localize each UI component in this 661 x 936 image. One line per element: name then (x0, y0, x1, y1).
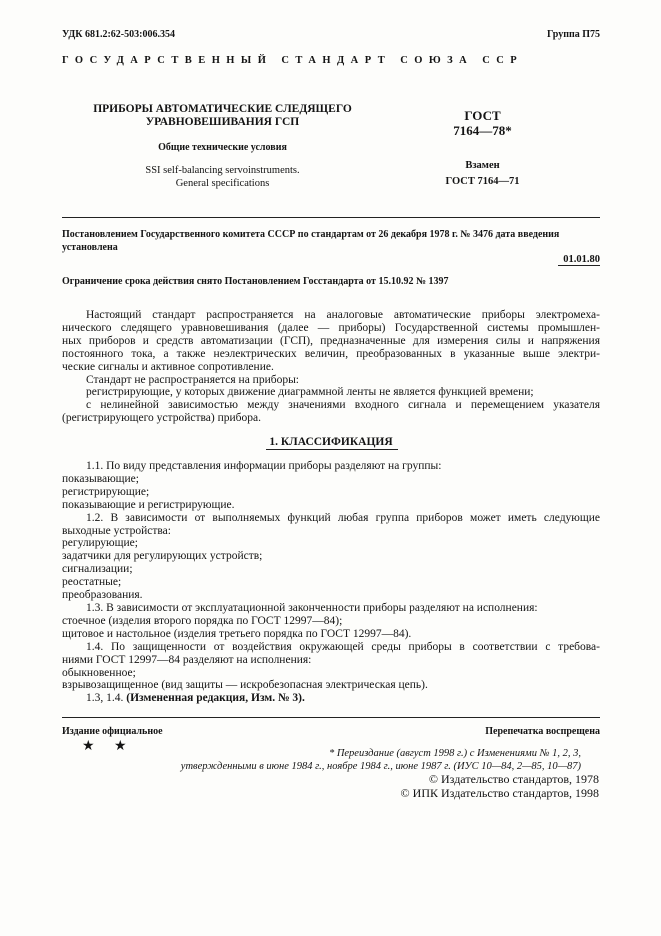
gost-designation (420, 108, 545, 138)
clause-1-2-cont: выходные устройства: (62, 524, 171, 537)
intro-paragraph: Стандарт не распространяется на приборы: (86, 373, 300, 386)
english-title (70, 164, 375, 190)
replaces-label: Взамен (465, 160, 500, 171)
list-item: регистрирующие; (62, 485, 150, 498)
section-1-body (62, 460, 600, 705)
copyright-1978: © Издательство стандартов, 1978 (428, 772, 599, 786)
list-item: сигнализации; (62, 563, 133, 576)
title-line: ПРИБОРЫ АВТОМАТИЧЕСКИЕ СЛЕДЯЩЕГО (93, 103, 352, 115)
list-item: взрывозащищенное (вид защиты — искробезопасная электрическая цепь). (62, 679, 428, 692)
document-title (70, 103, 375, 129)
section-title-underline (266, 449, 398, 450)
clause-1-2: 1.2. В зависимости от выполняемых функций любая группа приборов может иметь следующие (86, 511, 600, 524)
intro-line: (регистрирующего устройства) прибора. (62, 412, 261, 425)
intro-line: с нелинейной зависимостью между значениями входного сигнала и перемещением указателя (86, 399, 600, 412)
limitation-note: Ограничение срока действия снято Постановлением Госстандарта от 15.10.92 № 1397 (62, 276, 449, 287)
udc-code: УДК 681.2:62-503:006.354 (62, 29, 175, 40)
list-item: преобразования. (62, 589, 143, 602)
replaces-number: ГОСТ 7164—71 (445, 176, 520, 187)
group-code: Группа П75 (547, 29, 600, 40)
stars-mark: ★ ★ (82, 739, 135, 754)
list-item: обыкновенное; (62, 666, 136, 679)
copyright-1998: © ИПК Издательство стандартов, 1998 (400, 786, 599, 800)
gost-number: 7164—78* (453, 123, 512, 138)
intro-line: ных приборов и средств автоматизации (ГСП), предназначенные для измерения силы и напряжения (62, 334, 600, 347)
intro-line: нического следящего уравновешивания (далее — приборы) Государственной системы промышлен- (62, 321, 600, 334)
english-title-line: General specifications (175, 178, 270, 189)
official-edition: Издание официальное (62, 726, 163, 737)
amendment-text: (Измененная редакция, Изм. № 3). (126, 692, 305, 705)
effective-date: 01.01.80 (563, 254, 600, 265)
clause-1-3: 1.3. В зависимости от эксплуатационной законченности приборы разделяют на исполнения: (86, 601, 538, 614)
amendment-note (62, 692, 600, 705)
intro-paragraph: регистрирующие, у которых движение диаграммной ленты не является функцией времени; (86, 386, 534, 399)
clause-1-1: 1.1. По виду представления информации приборы разделяют на группы: (86, 460, 442, 472)
state-standard-heading: ГОСУДАРСТВЕННЫЙ СТАНДАРТ СОЮЗА ССР (62, 55, 524, 66)
decree-text: Постановлением Государственного комитета СССР по стандартам от 26 декабря 1978 г. № 3476 дата введения установлена (62, 229, 560, 253)
list-item: стоечное (изделия второго порядка по ГОСТ 12997—84); (62, 614, 343, 627)
intro-line: постоянного тока, а также неэлектрических величин, преобразованных в указанные выше электри- (62, 347, 600, 360)
footer-divider (62, 717, 600, 718)
list-item: показывающие и регистрирующие. (62, 498, 235, 511)
list-item: щитовое и настольное (изделия третьего порядка по ГОСТ 12997—84). (62, 627, 412, 640)
list-item: задатчики для регулирующих устройств; (62, 550, 263, 563)
amendment-clauses: 1.3, 1.4. (86, 692, 124, 705)
clause-1-4-cont: ниями ГОСТ 12997—84 разделяют на исполнения: (62, 653, 312, 666)
document-subtitle: Общие технические условия (158, 142, 287, 153)
intro-line: Настоящий стандарт распространяется на аналоговые автоматические приборы электромеха- (86, 309, 600, 321)
divider (62, 217, 600, 218)
replaces-block (420, 158, 545, 190)
clause-1-4: 1.4. По защищенности от воздействия окружающей среды приборы в соответствии с требова- (86, 640, 600, 653)
list-item: показывающие; (62, 472, 139, 485)
reissue-note (181, 747, 581, 773)
reissue-line: утвержденными в июне 1984 г., ноябре 1984 г., июне 1987 г. (ИУС 10—84, 2—85, 10—87) (180, 761, 581, 772)
intro-section (62, 309, 600, 425)
intro-line: ческие сигналы и активное сопротивление. (62, 360, 274, 373)
english-title-line: SSI self-balancing servoinstruments. (145, 165, 300, 176)
gost-label: ГОСТ (464, 108, 501, 123)
date-underline (558, 265, 600, 266)
list-item: регулирующие; (62, 537, 138, 550)
section-title: 1. КЛАССИФИКАЦИЯ (269, 436, 393, 448)
list-item: реостатные; (62, 576, 122, 589)
reprint-prohibited: Перепечатка воспрещена (485, 726, 600, 737)
title-line: УРАВНОВЕШИВАНИЯ ГСП (145, 116, 300, 128)
reissue-line: * Переиздание (август 1998 г.) с Изменениями № 1, 2, 3, (328, 748, 581, 759)
